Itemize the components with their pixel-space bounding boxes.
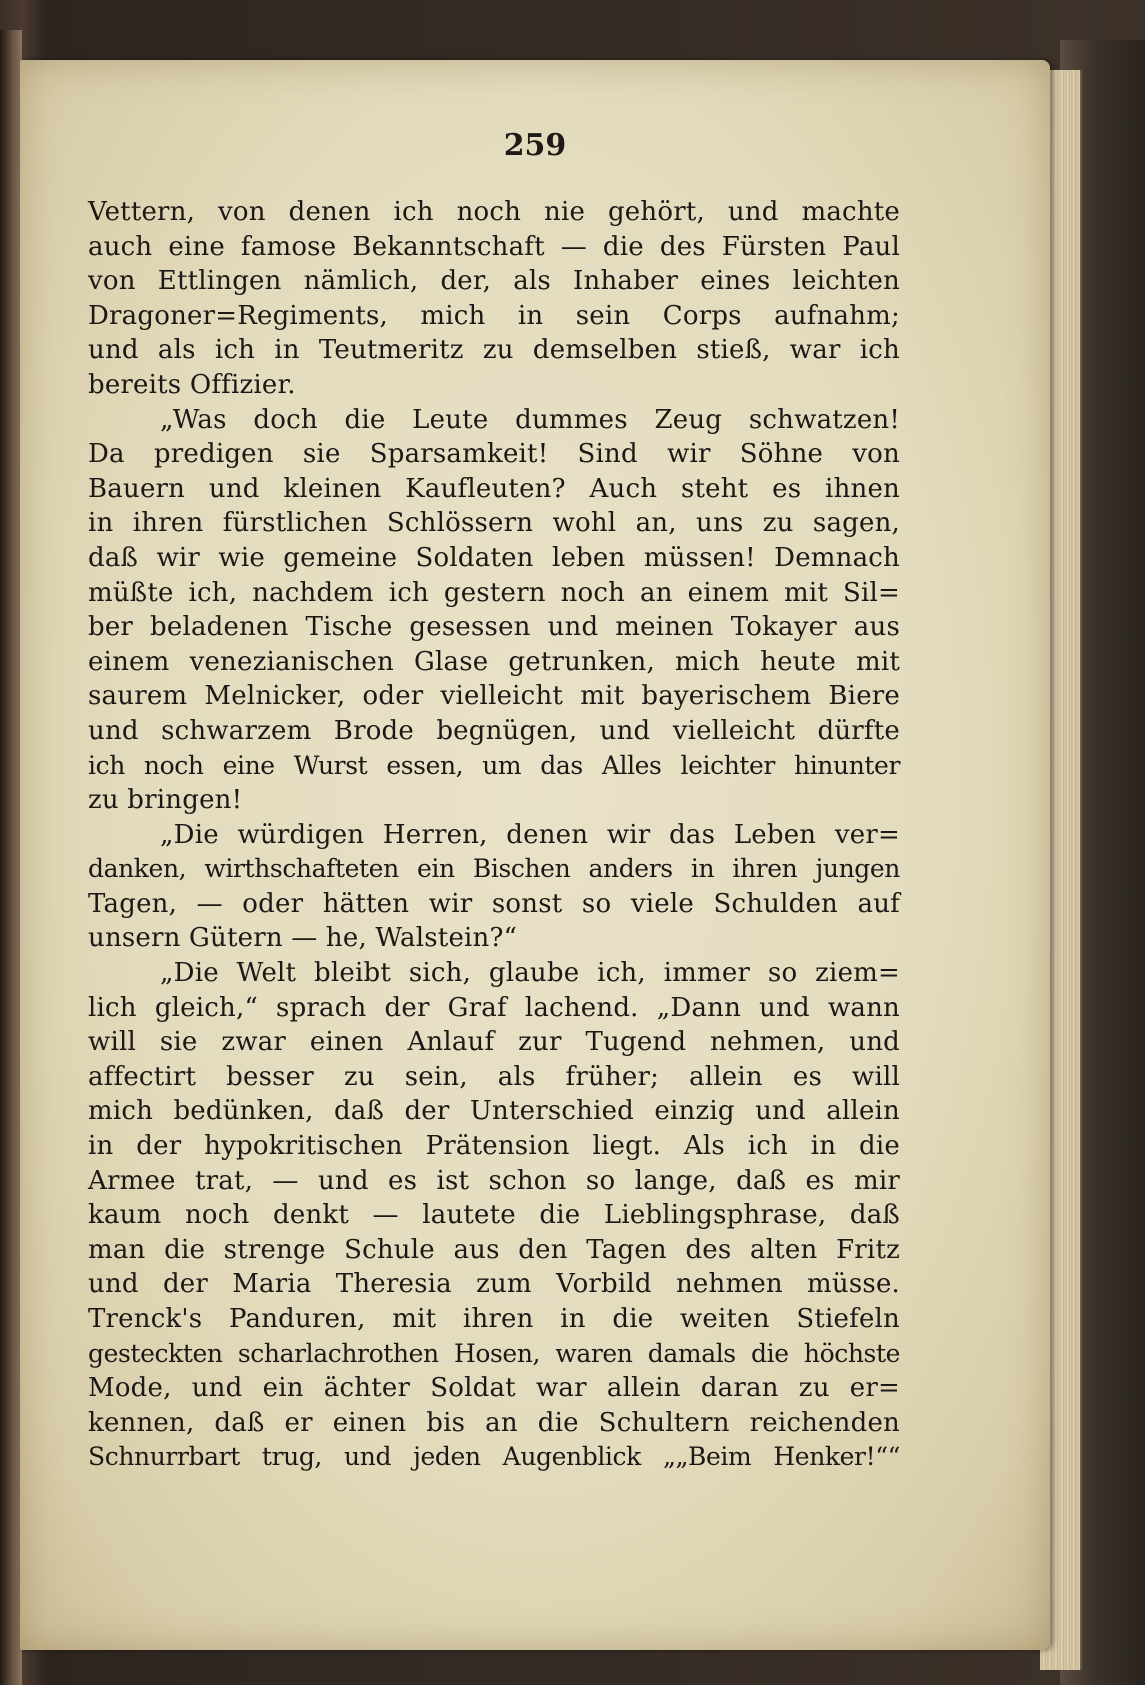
text-line: saurem Melnicker, oder vielleicht mit bayerischem Biere	[88, 681, 900, 712]
text-line: ber beladenen Tische gesessen und meinen Tokayer aus	[88, 612, 900, 643]
text-line: und als ich in Teutmeritz zu demselben stieß, war ich	[88, 335, 900, 366]
text-line: Trenck's Panduren, mit ihren in die weiten Stiefeln	[88, 1304, 900, 1334]
text-line: daß wir wie gemeine Soldaten leben müssen! Demnach	[88, 542, 900, 573]
text-line: danken, wirthschafteten ein Bischen anders in ihren jungen	[88, 854, 900, 884]
text-line: Tagen, — oder hätten wir sonst so viele Schulden auf	[88, 888, 900, 919]
book-page	[20, 60, 1050, 1650]
text-line: Mode, und ein ächter Soldat war allein daran zu er=	[88, 1373, 900, 1404]
text-line: gesteckten scharlachrothen Hosen, waren damals die höchste	[88, 1338, 900, 1368]
text-line: zu bringen!	[88, 785, 243, 816]
text-line: und schwarzem Brode begnügen, und vielleicht dürfte	[88, 715, 900, 746]
text-line: will sie zwar einen Anlauf zur Tugend nehmen, und	[88, 1027, 900, 1058]
text-line: Vettern, von denen ich noch nie gehört, und machte	[88, 197, 900, 227]
text-line: in der hypokritischen Prätension liegt. Als ich in die	[88, 1131, 900, 1162]
text-line: Armee trat, — und es ist schon so lange, daß es mir	[88, 1165, 900, 1196]
text-line: mich bedünken, daß der Unterschied einzig und allein	[88, 1096, 900, 1127]
text-line: ich noch eine Wurst essen, um das Alles leichter hinunter	[88, 750, 900, 780]
body-text	[88, 195, 900, 1475]
text-line: Schnurrbart trug, und jeden Augenblick „„Beim Henker!““	[88, 1442, 900, 1472]
text-line: in ihren fürstlichen Schlössern wohl an, uns zu sagen,	[88, 508, 900, 539]
text-line: auch eine famose Bekanntschaft — die des Fürsten Paul	[88, 231, 900, 262]
text-line: man die strenge Schule aus den Tagen des alten Fritz	[88, 1234, 900, 1265]
text-line: Da predigen sie Sparsamkeit! Sind wir Söhne von	[88, 439, 900, 470]
text-line: „Die würdigen Herren, denen wir das Leben ver=	[160, 819, 900, 850]
text-line: Dragoner=Regiments, mich in sein Corps aufnahm;	[88, 300, 900, 331]
text-line: müßte ich, nachdem ich gestern noch an einem mit Sil=	[88, 577, 900, 608]
text-line: unsern Gütern — he, Walstein?“	[88, 923, 518, 954]
text-line: von Ettlingen nämlich, der, als Inhaber eines leichten	[88, 266, 900, 297]
text-line: Bauern und kleinen Kaufleuten? Auch steht es ihnen	[88, 473, 900, 504]
text-line: und der Maria Theresia zum Vorbild nehmen müsse.	[88, 1269, 900, 1300]
text-line: bereits Offizier.	[88, 369, 296, 400]
text-line: einem venezianischen Glase getrunken, mich heute mit	[88, 646, 900, 677]
text-line: „Was doch die Leute dummes Zeug schwatzen!	[160, 404, 900, 435]
text-line: affectirt besser zu sein, als früher; allein es will	[88, 1061, 900, 1092]
text-line: kaum noch denkt — lautete die Lieblingsphrase, daß	[88, 1200, 900, 1231]
text-line: lich gleich,“ sprach der Graf lachend. „Dann und wann	[88, 992, 900, 1023]
book-spine	[0, 30, 22, 1685]
page-number: 259	[503, 128, 567, 163]
text-line: „Die Welt bleibt sich, glaube ich, immer so ziem=	[160, 958, 900, 989]
text-line: kennen, daß er einen bis an die Schultern reichenden	[88, 1407, 900, 1438]
